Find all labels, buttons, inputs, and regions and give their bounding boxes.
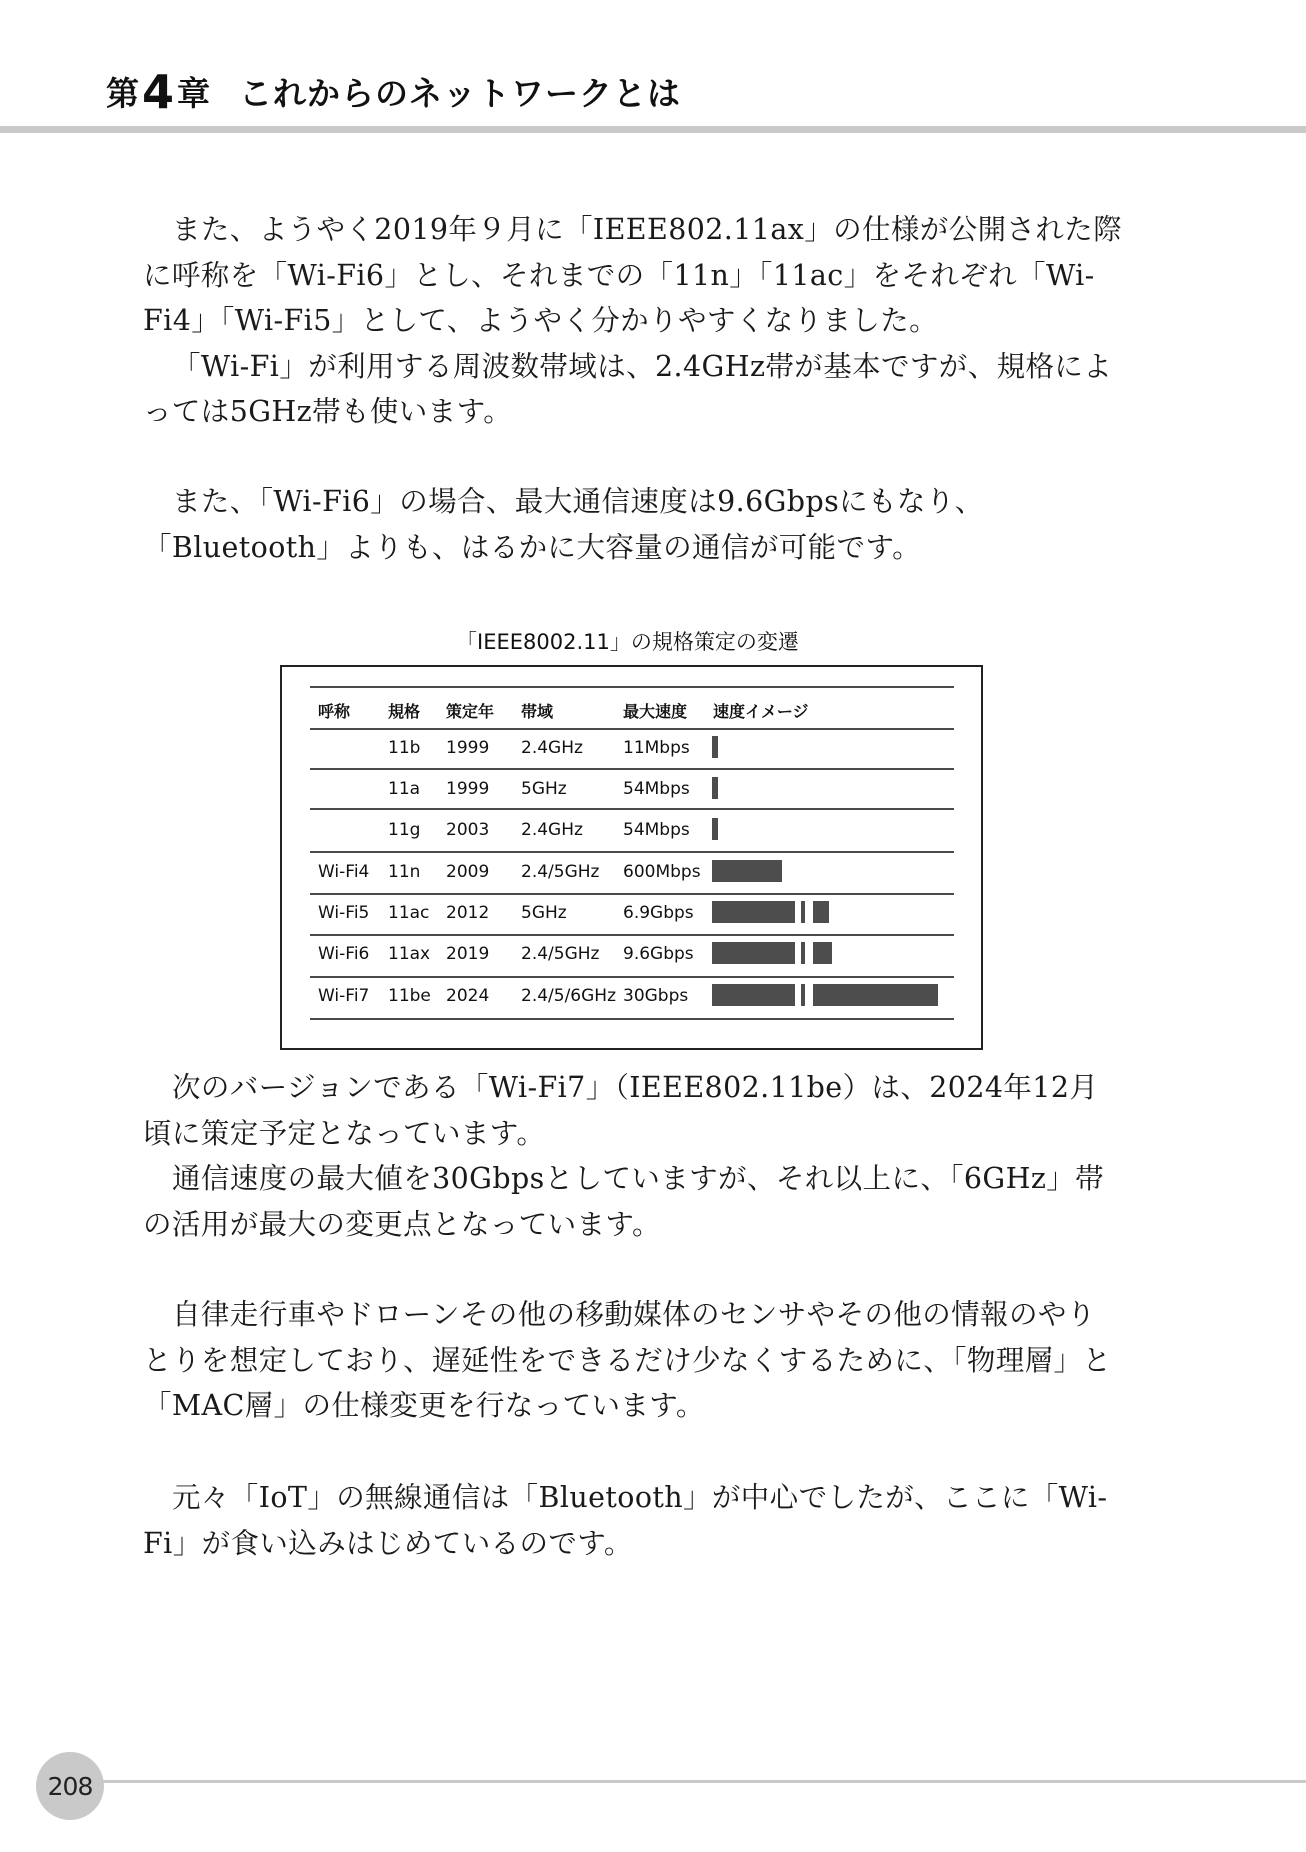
paragraph: 元々「IoT」の無線通信は「Bluetooth」が中心でしたが、ここに「Wi-Fi」が食い込みはじめているのです。 — [143, 1481, 1108, 1560]
table-cell-band: 2.4/5GHz — [521, 944, 600, 964]
speed-bar — [712, 860, 782, 882]
table-cell-max-speed: 30Gbps — [623, 986, 689, 1006]
speed-bar — [712, 736, 718, 758]
speed-bar — [712, 942, 795, 964]
paragraph: また、「Wi-Fi6」の場合、最大通信速度は9.6Gbpsにもなり、「Bluetooth」よりも、はるかに大容量の通信が可能です。 — [143, 485, 984, 564]
table-cell-year: 2012 — [446, 903, 490, 923]
speed-bar-break — [801, 942, 805, 964]
header-divider — [0, 126, 1306, 133]
page-header — [0, 0, 1306, 140]
chapter-prefix: 第 — [106, 74, 140, 113]
text-block-iot — [143, 1475, 1123, 1566]
text-block-wifi6 — [143, 479, 1123, 570]
table-rule — [310, 851, 954, 853]
table-cell-year: 2019 — [446, 944, 490, 964]
paragraph: 自律走行車やドローンその他の移動媒体のセンサやその他の情報のやりとりを想定しており、遅延性をできるだけ少なくするために、「物理層」と「MAC層」の仕様変更を行なっています。 — [143, 1298, 1112, 1422]
paragraph: 通信速度の最大値を30Gbpsとしていますが、それ以上に、「6GHz」帯の活用が最大の変更点となっています。 — [143, 1162, 1105, 1241]
table-cell-standard: 11ax — [388, 944, 431, 964]
speed-bar-break — [801, 984, 805, 1006]
table-rule — [310, 976, 954, 978]
table-cell-standard: 11g — [388, 820, 421, 840]
paragraph: 「Wi-Fi」が利用する周波数帯域は、2.4GHz帯が基本ですが、規格によっては5GHz帯も使います。 — [143, 349, 1113, 428]
paragraph: また、ようやく2019年９月に「IEEE802.11ax」の仕様が公開された際に呼称を「Wi-Fi6」とし、それまでの「11n」「11ac」をそれぞれ「Wi-Fi4」「Wi-Fi5」として、ようやく分かりやすくなりました。 — [143, 213, 1123, 337]
table-cell-band: 5GHz — [521, 779, 567, 799]
table-cell-standard: 11a — [388, 779, 421, 799]
table-header: 最大速度 — [623, 702, 688, 721]
table-rule — [310, 686, 954, 688]
paragraph: 次のバージョンである「Wi-Fi7」（IEEE802.11be）は、2024年12月頃に策定予定となっています。 — [143, 1071, 1099, 1150]
table-cell-label: Wi-Fi6 — [318, 944, 370, 964]
table-cell-year: 2003 — [446, 820, 490, 840]
text-block-wifi7 — [143, 1065, 1123, 1247]
table-rule — [310, 1018, 954, 1020]
table-cell-band: 2.4/5GHz — [521, 862, 600, 882]
speed-bar — [712, 901, 795, 923]
table-cell-max-speed: 9.6Gbps — [623, 944, 694, 964]
table-cell-label: Wi-Fi7 — [318, 986, 370, 1006]
table-cell-max-speed: 6.9Gbps — [623, 903, 694, 923]
table-cell-max-speed: 600Mbps — [623, 862, 701, 882]
table-rule — [310, 768, 954, 770]
chapter-title: これからのネットワークとは — [239, 74, 682, 113]
speed-bar-tail — [813, 984, 938, 1006]
table-cell-year: 1999 — [446, 779, 490, 799]
table-rule — [310, 893, 954, 895]
table-header: 呼称 — [318, 702, 351, 721]
table-cell-standard: 11ac — [388, 903, 430, 923]
table-cell-label: Wi-Fi4 — [318, 862, 370, 882]
table-cell-standard: 11be — [388, 986, 431, 1006]
page-number: 208 — [36, 1752, 104, 1820]
table-cell-max-speed: 11Mbps — [623, 738, 690, 758]
table-rule — [310, 934, 954, 936]
speed-bar-tail — [813, 942, 832, 964]
table-header: 速度イメージ — [713, 702, 809, 721]
chapter-number: 4 — [142, 65, 176, 119]
chapter-suffix: 章 — [177, 74, 212, 113]
chapter-heading — [106, 62, 682, 119]
table-cell-max-speed: 54Mbps — [623, 820, 690, 840]
table-cell-year: 2009 — [446, 862, 490, 882]
table-rule — [310, 808, 954, 810]
table-header: 帯域 — [521, 702, 554, 721]
speed-bar-tail — [813, 901, 829, 923]
text-block-intro — [143, 207, 1123, 435]
table-cell-year: 1999 — [446, 738, 490, 758]
table-cell-max-speed: 54Mbps — [623, 779, 690, 799]
figure-caption: 「IEEE8002.11」の規格策定の変遷 — [456, 630, 799, 654]
footer-divider — [92, 1780, 1306, 1783]
table-cell-label: Wi-Fi5 — [318, 903, 370, 923]
table-cell-standard: 11n — [388, 862, 421, 882]
table-cell-band: 2.4GHz — [521, 820, 583, 840]
table-cell-band: 5GHz — [521, 903, 567, 923]
table-header: 策定年 — [446, 702, 495, 721]
table-rule — [310, 728, 954, 730]
speed-bar-break — [801, 901, 805, 923]
table-cell-band: 2.4/5/6GHz — [521, 986, 617, 1006]
table-cell-standard: 11b — [388, 738, 421, 758]
table-cell-year: 2024 — [446, 986, 490, 1006]
table-header: 規格 — [388, 702, 421, 721]
text-block-autonomous — [143, 1292, 1123, 1429]
speed-bar — [712, 818, 718, 840]
speed-bar — [712, 777, 718, 799]
table-cell-band: 2.4GHz — [521, 738, 583, 758]
speed-bar — [712, 984, 795, 1006]
